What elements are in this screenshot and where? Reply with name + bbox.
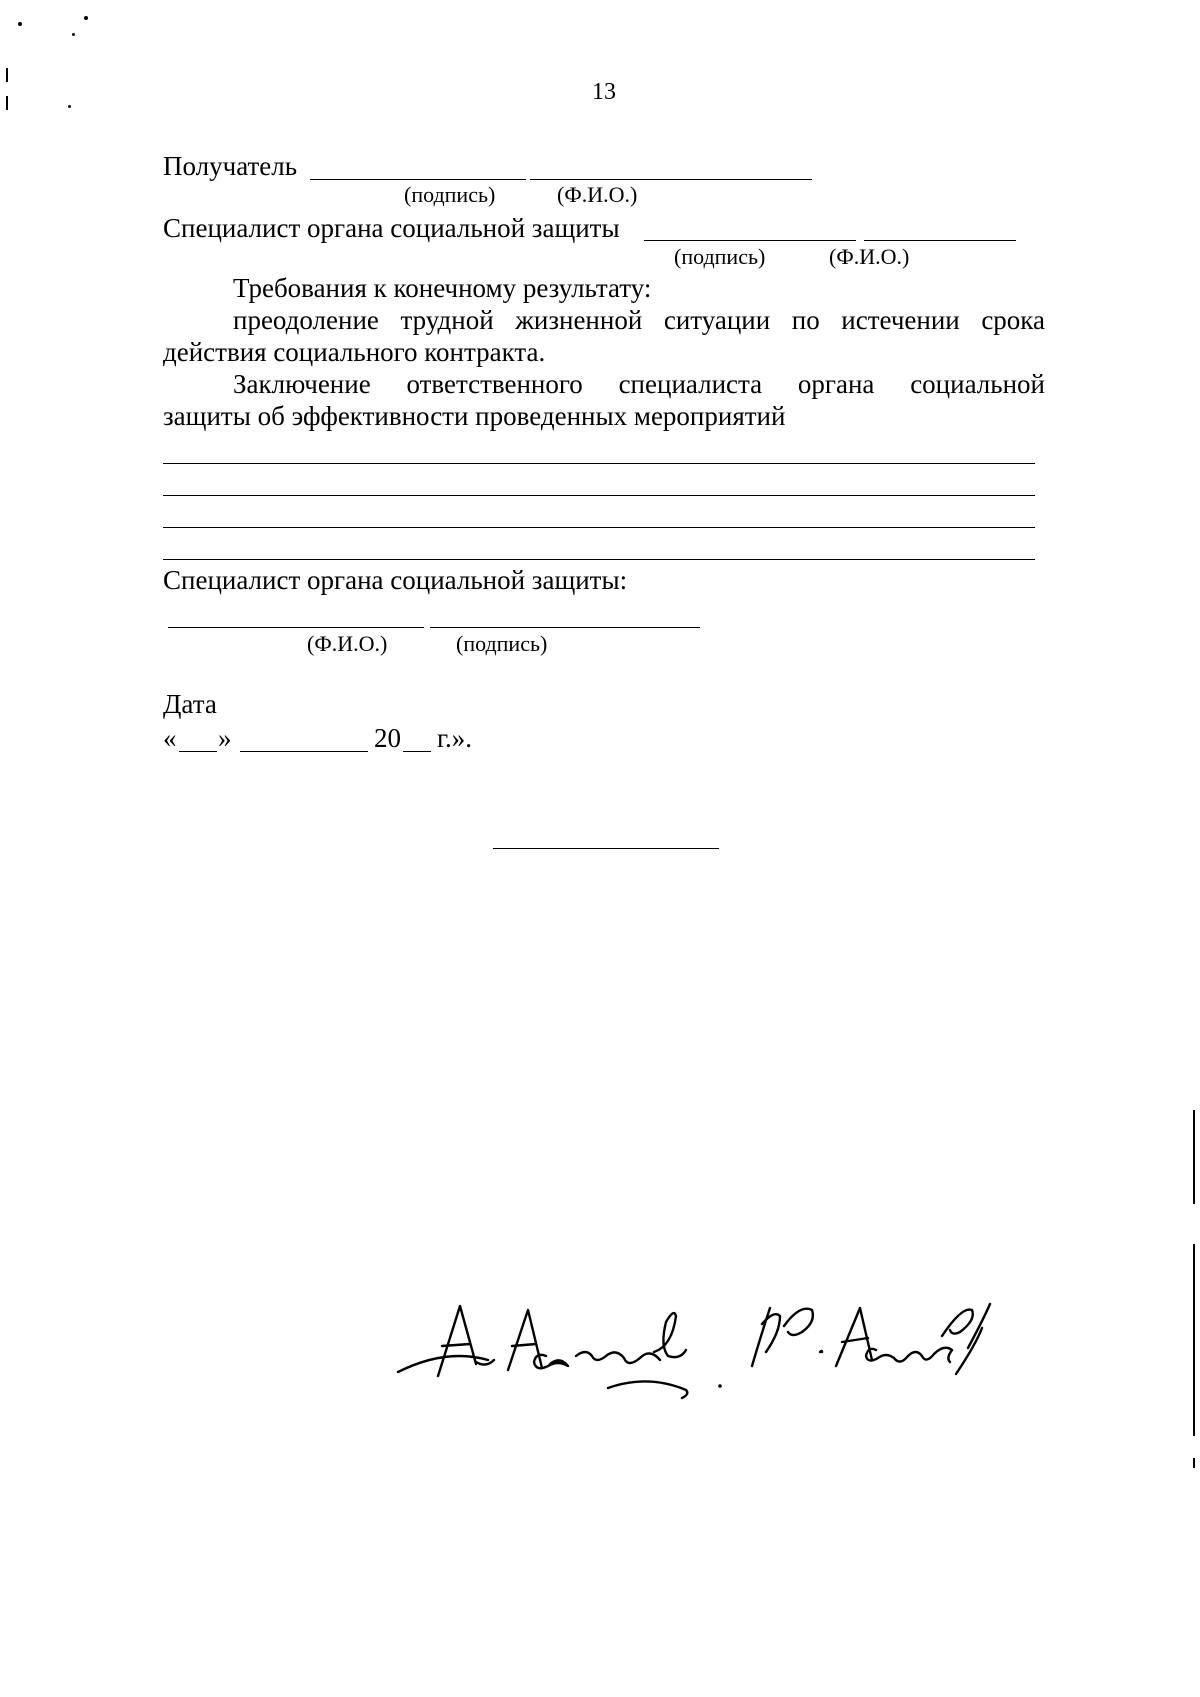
handwritten-signature [390,1290,1090,1430]
date-year-prefix: 20 [374,723,401,753]
specialist-name-caption: (Ф.И.О.) [829,244,910,269]
specialist-name-line [864,240,1016,241]
date-month-line [240,751,368,752]
scan-edge-mark [1193,1458,1195,1468]
specialist-label: Специалист органа социальной защиты [163,213,620,243]
recipient-signature-caption: (подпись) [404,182,496,207]
conclusion-text-line2: защиты об эффективности проведенных мероприятий [163,401,786,431]
specialist-signature-caption: (подпись) [674,244,766,269]
date-year-suffix: г.». [437,723,473,753]
specialist-signature-line [644,240,856,241]
date-day-line [179,751,217,752]
recipient-name-line [530,179,812,180]
specialist-bottom-name-line [168,627,424,628]
closing-separator-line [493,848,719,849]
requirements-heading: Требования к конечному результату: [233,273,652,303]
requirements-text-line2: действия социального контракта. [163,337,546,367]
scan-speck [68,105,71,108]
specialist-bottom-signature-caption: (подпись) [456,631,548,656]
scan-speck [72,33,75,36]
date-year-line [403,751,431,752]
scan-speck [18,22,22,26]
scan-edge-mark [6,96,8,110]
recipient-label: Получатель [163,151,298,181]
date-close-quote: » [218,723,232,753]
scan-edge-mark [1193,1110,1195,1204]
scan-speck [84,16,88,20]
recipient-signature-line [310,179,526,180]
conclusion-blank-line [163,527,1035,528]
requirements-text-line1: преодоление трудной жизненной ситуации по истечении срока [233,305,1045,335]
conclusion-blank-line [163,559,1035,560]
date-label: Дата [163,689,217,719]
conclusion-blank-line [163,463,1035,464]
page-number: 13 [592,79,616,105]
recipient-name-caption: (Ф.И.О.) [557,182,638,207]
specialist-bottom-signature-line [430,627,700,628]
conclusion-blank-line [163,495,1035,496]
date-open-quote: « [163,723,177,753]
scan-edge-mark [6,68,8,82]
specialist-bottom-name-caption: (Ф.И.О.) [307,631,388,656]
specialist-bottom-label: Специалист органа социальной защиты: [163,565,628,595]
conclusion-text-line1: Заключение ответственного специалиста органа социальной [233,369,1045,399]
scan-edge-mark [1193,1244,1195,1436]
